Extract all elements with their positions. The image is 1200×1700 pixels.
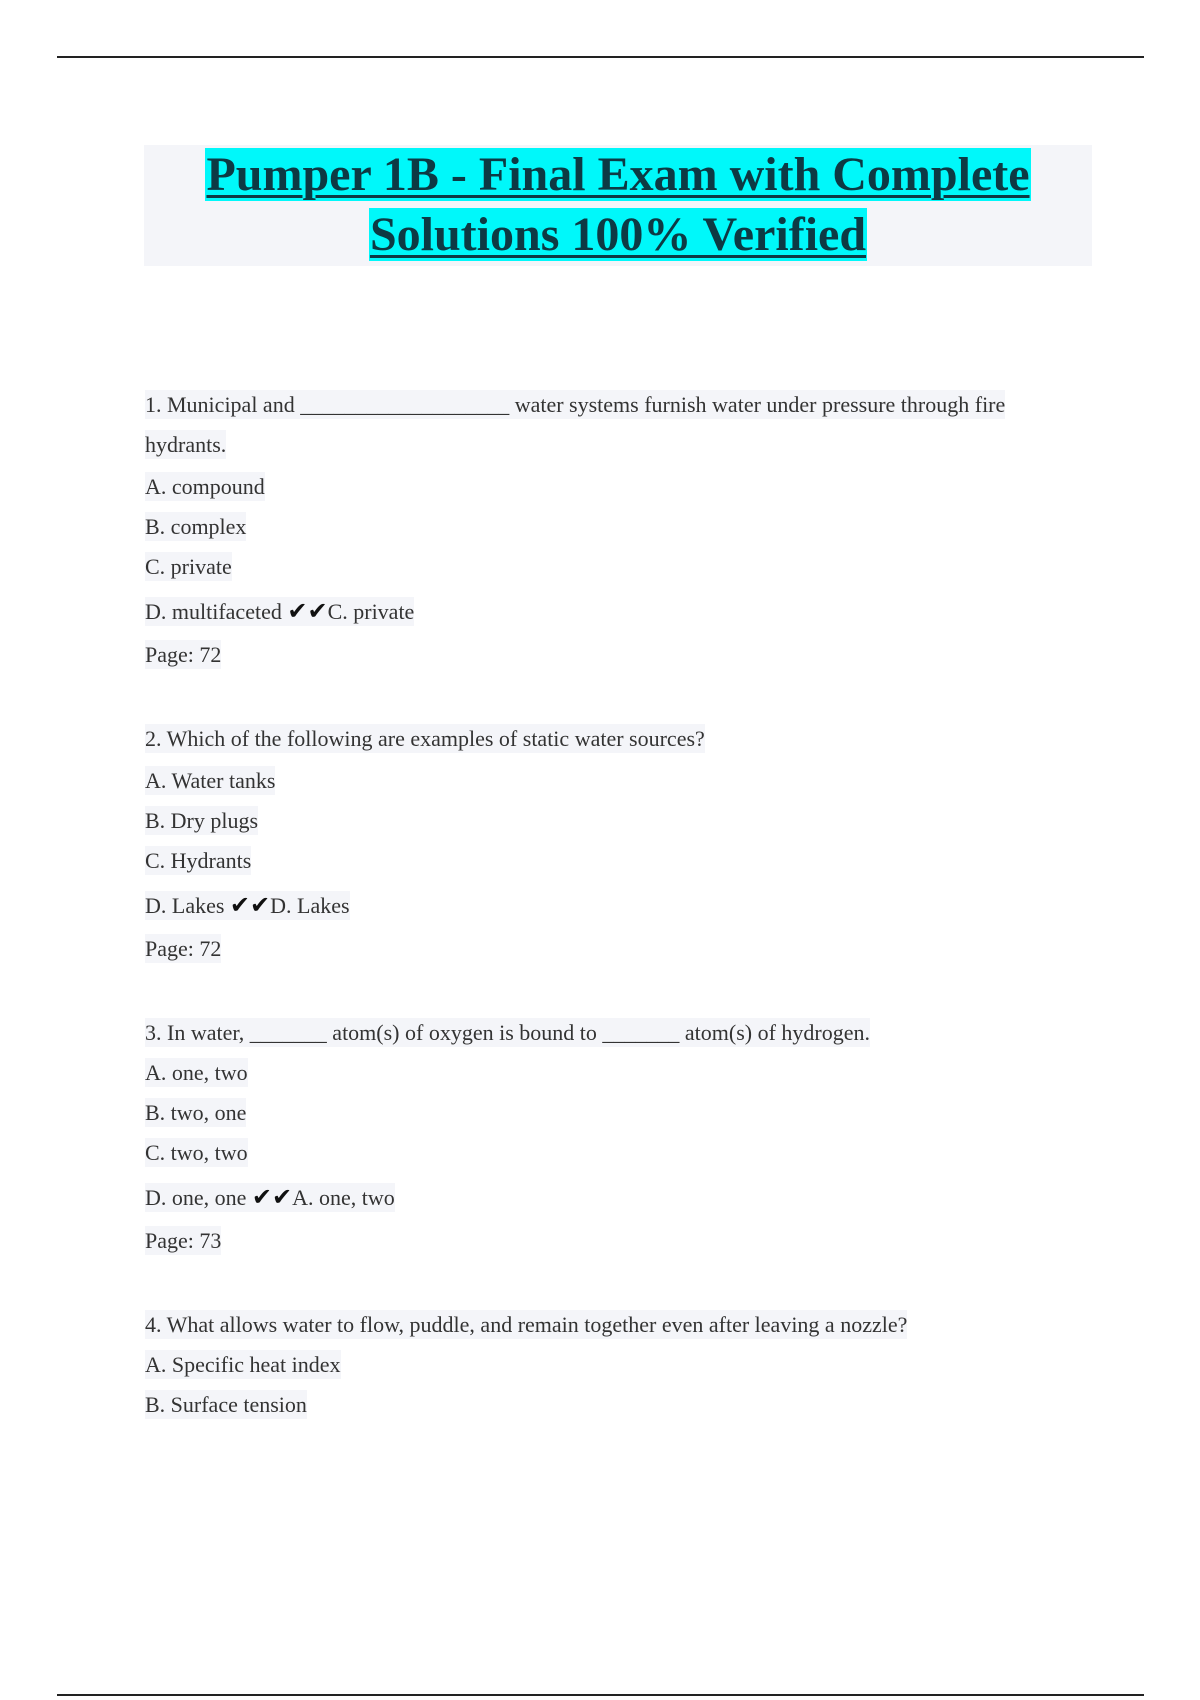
option-d: D. multifaceted: [145, 599, 282, 624]
option-d: D. one, one: [145, 1185, 247, 1210]
question-3: [145, 1013, 1085, 1261]
option-c: C. private: [145, 554, 232, 579]
question-1-text-cont: hydrants.: [145, 432, 227, 457]
option-c: C. Hydrants: [145, 848, 252, 873]
question-4: [145, 1305, 1085, 1425]
checkmark-icon: ✔✔: [251, 1183, 293, 1211]
page-reference: Page: 72: [145, 936, 222, 961]
question-1: [145, 385, 1085, 675]
page-reference: Page: 73: [145, 1228, 222, 1253]
title-line-1: Pumper 1B - Final Exam with Complete: [206, 148, 1030, 201]
option-b: B. Dry plugs: [145, 808, 259, 833]
page-title: [144, 145, 1092, 266]
correct-answer: A. one, two: [292, 1185, 395, 1210]
bottom-rule: [57, 1694, 1144, 1696]
option-b: B. two, one: [145, 1100, 247, 1125]
title-line-2: Solutions 100% Verified: [369, 208, 867, 261]
question-1-text: 1. Municipal and ___________________ water systems furnish water under pressure through fire: [145, 392, 1006, 417]
checkmark-icon: ✔✔: [229, 891, 271, 919]
exam-content: [145, 385, 1085, 1425]
option-d: D. Lakes: [145, 893, 225, 918]
page-reference: Page: 72: [145, 642, 222, 667]
question-2: [145, 719, 1085, 969]
option-c: C. two, two: [145, 1140, 248, 1165]
question-2-text: 2. Which of the following are examples of static water sources?: [145, 726, 705, 751]
correct-answer: C. private: [327, 599, 415, 624]
checkmark-icon: ✔✔: [287, 597, 328, 625]
question-4-text: 4. What allows water to flow, puddle, and remain together even after leaving a nozzle?: [145, 1312, 908, 1337]
option-a: A. compound: [145, 474, 265, 499]
correct-answer: D. Lakes: [270, 893, 350, 918]
option-a: A. Specific heat index: [145, 1352, 341, 1377]
option-b: B. Surface tension: [145, 1392, 307, 1417]
option-a: A. one, two: [145, 1060, 248, 1085]
option-b: B. complex: [145, 514, 247, 539]
top-rule: [57, 56, 1144, 58]
question-3-text: 3. In water, _______ atom(s) of oxygen is bound to _______ atom(s) of hydrogen.: [145, 1020, 871, 1045]
option-a: A. Water tanks: [145, 768, 276, 793]
